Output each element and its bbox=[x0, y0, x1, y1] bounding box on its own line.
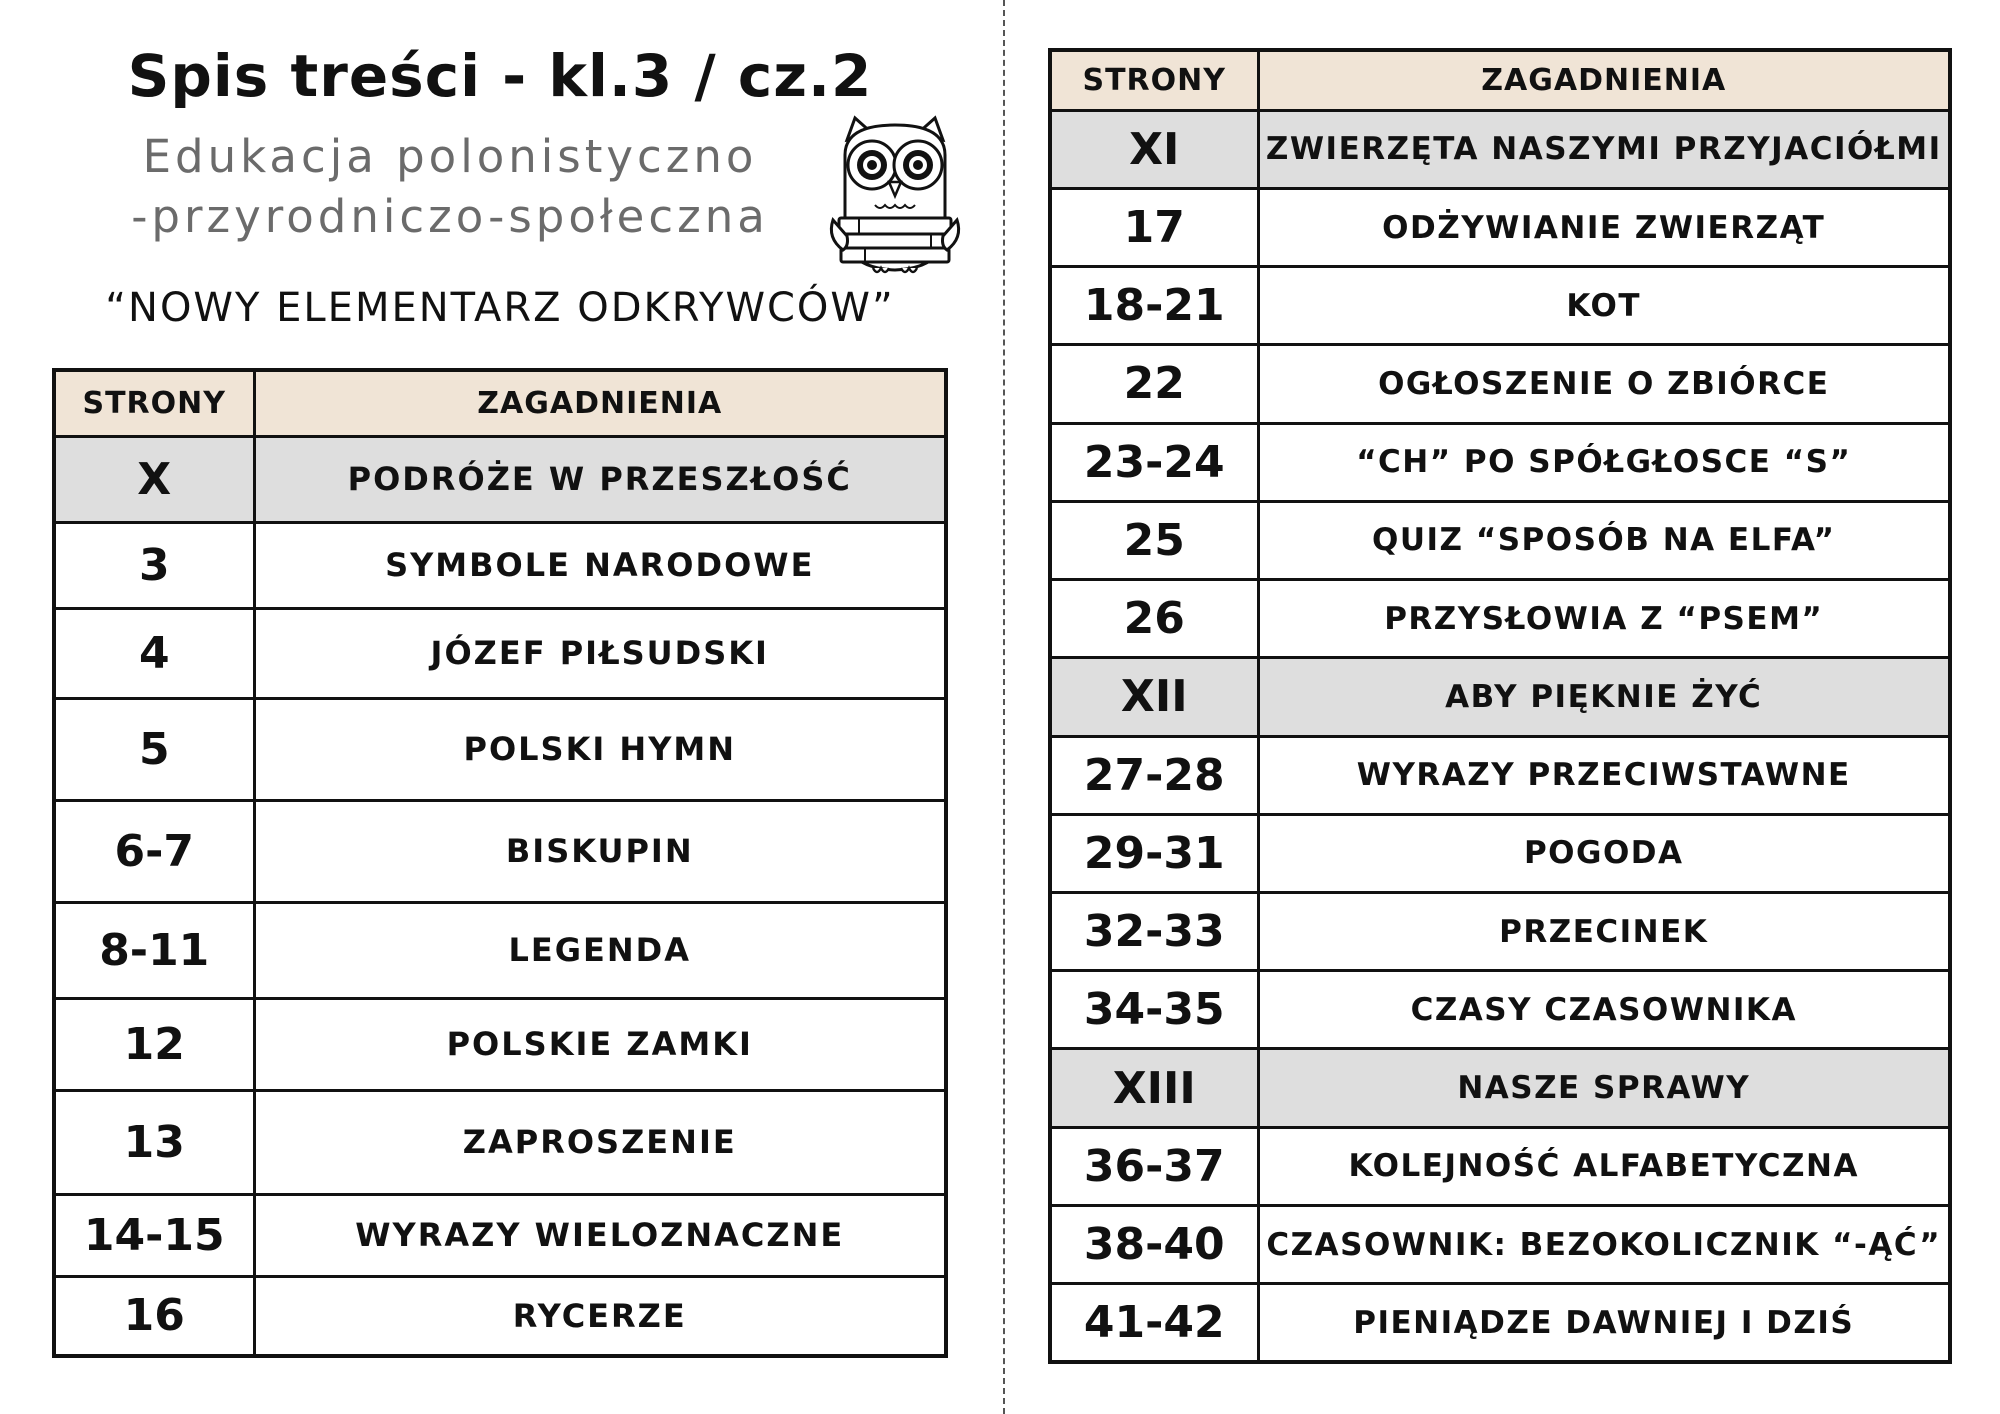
topic: POGODA bbox=[1258, 814, 1950, 892]
topic: LEGENDA bbox=[254, 902, 946, 998]
topic: CZASY CZASOWNIKA bbox=[1258, 971, 1950, 1049]
table-header-row bbox=[1050, 50, 1950, 110]
topic: RYCERZE bbox=[254, 1276, 946, 1356]
topic: “CH” PO SPÓŁGŁOSCE “S” bbox=[1258, 423, 1950, 501]
unit-row bbox=[1050, 658, 1950, 736]
header-pages: STRONY bbox=[54, 370, 254, 436]
header-topics: ZAGADNIENIA bbox=[254, 370, 946, 436]
page-range: 26 bbox=[1050, 580, 1258, 658]
table-row bbox=[54, 902, 946, 998]
topic: WYRAZY PRZECIWSTAWNE bbox=[1258, 736, 1950, 814]
subtitle-line-2: -przyrodniczo-społeczna bbox=[131, 190, 769, 243]
table-row bbox=[1050, 893, 1950, 971]
page-divider bbox=[1003, 0, 1005, 1414]
page-range: 12 bbox=[54, 998, 254, 1090]
page-range: 27-28 bbox=[1050, 736, 1258, 814]
topic: POLSKI HYMN bbox=[254, 698, 946, 800]
page-range: 23-24 bbox=[1050, 423, 1258, 501]
unit-row bbox=[1050, 110, 1950, 188]
page-range: 34-35 bbox=[1050, 971, 1258, 1049]
topic: KOLEJNOŚĆ ALFABETYCZNA bbox=[1258, 1127, 1950, 1205]
page-range: 32-33 bbox=[1050, 893, 1258, 971]
table-row bbox=[1050, 501, 1950, 579]
table-header-row bbox=[54, 370, 946, 436]
table-row bbox=[1050, 1284, 1950, 1362]
topic: JÓZEF PIŁSUDSKI bbox=[254, 608, 946, 698]
topic: WYRAZY WIELOZNACZNE bbox=[254, 1194, 946, 1276]
table-row bbox=[54, 698, 946, 800]
page-range: 41-42 bbox=[1050, 1284, 1258, 1362]
page-range: 8-11 bbox=[54, 902, 254, 998]
page-range: 17 bbox=[1050, 188, 1258, 266]
unit-row bbox=[54, 436, 946, 522]
topic: CZASOWNIK: BEZOKOLICZNIK “-ĄĆ” bbox=[1258, 1205, 1950, 1283]
table-row bbox=[1050, 423, 1950, 501]
topic: SYMBOLE NARODOWE bbox=[254, 522, 946, 608]
unit-row bbox=[1050, 1049, 1950, 1127]
page-title: Spis treści - kl.3 / cz.2 bbox=[127, 42, 873, 110]
table-row bbox=[1050, 188, 1950, 266]
topic: NASZE SPRAWY bbox=[1258, 1049, 1950, 1127]
table-row bbox=[1050, 971, 1950, 1049]
table-row bbox=[1050, 1127, 1950, 1205]
topic: ZWIERZĘTA NASZYMI PRZYJACIÓŁMI bbox=[1258, 110, 1950, 188]
page-range: XII bbox=[1050, 658, 1258, 736]
page-range: 16 bbox=[54, 1276, 254, 1356]
table-row bbox=[1050, 814, 1950, 892]
topic: ZAPROSZENIE bbox=[254, 1090, 946, 1194]
topic: KOT bbox=[1258, 267, 1950, 345]
page-range: 38-40 bbox=[1050, 1205, 1258, 1283]
table-row bbox=[54, 1194, 946, 1276]
page-range: XI bbox=[1050, 110, 1258, 188]
topic: OGŁOSZENIE O ZBIÓRCE bbox=[1258, 345, 1950, 423]
table-row bbox=[1050, 1205, 1950, 1283]
page-range: 5 bbox=[54, 698, 254, 800]
page-range: 14-15 bbox=[54, 1194, 254, 1276]
topic: PIENIĄDZE DAWNIEJ I DZIŚ bbox=[1258, 1284, 1950, 1362]
page-range: 4 bbox=[54, 608, 254, 698]
header-topics: ZAGADNIENIA bbox=[1258, 50, 1950, 110]
page-range: 13 bbox=[54, 1090, 254, 1194]
table-row bbox=[1050, 267, 1950, 345]
page-range: 6-7 bbox=[54, 800, 254, 902]
page-range: 36-37 bbox=[1050, 1127, 1258, 1205]
table-row bbox=[1050, 345, 1950, 423]
topic: ODŻYWIANIE ZWIERZĄT bbox=[1258, 188, 1950, 266]
topic: PRZECINEK bbox=[1258, 893, 1950, 971]
page-range: 25 bbox=[1050, 501, 1258, 579]
table-row bbox=[54, 608, 946, 698]
table-row bbox=[54, 800, 946, 902]
topic: PODRÓŻE W PRZESZŁOŚĆ bbox=[254, 436, 946, 522]
owl-with-books-icon bbox=[825, 110, 965, 280]
page-range: 29-31 bbox=[1050, 814, 1258, 892]
topic: ABY PIĘKNIE ŻYĆ bbox=[1258, 658, 1950, 736]
table-row bbox=[54, 1090, 946, 1194]
header-pages: STRONY bbox=[1050, 50, 1258, 110]
subtitle-line-1: Edukacja polonistyczno bbox=[142, 130, 758, 183]
table-row bbox=[1050, 736, 1950, 814]
table-row bbox=[54, 1276, 946, 1356]
topic: BISKUPIN bbox=[254, 800, 946, 902]
book-title: “NOWY ELEMENTARZ ODKRYWCÓW” bbox=[105, 285, 895, 331]
table-row bbox=[1050, 580, 1950, 658]
page-range: XIII bbox=[1050, 1049, 1258, 1127]
toc-table-left bbox=[52, 368, 948, 1358]
page-range: 3 bbox=[54, 522, 254, 608]
toc-table-right bbox=[1048, 48, 1952, 1364]
topic: POLSKIE ZAMKI bbox=[254, 998, 946, 1090]
topic: PRZYSŁOWIA Z “PSEM” bbox=[1258, 580, 1950, 658]
page-range: X bbox=[54, 436, 254, 522]
table-row bbox=[54, 522, 946, 608]
table-row bbox=[54, 998, 946, 1090]
page-range: 18-21 bbox=[1050, 267, 1258, 345]
topic: QUIZ “SPOSÓB NA ELFA” bbox=[1258, 501, 1950, 579]
page-range: 22 bbox=[1050, 345, 1258, 423]
